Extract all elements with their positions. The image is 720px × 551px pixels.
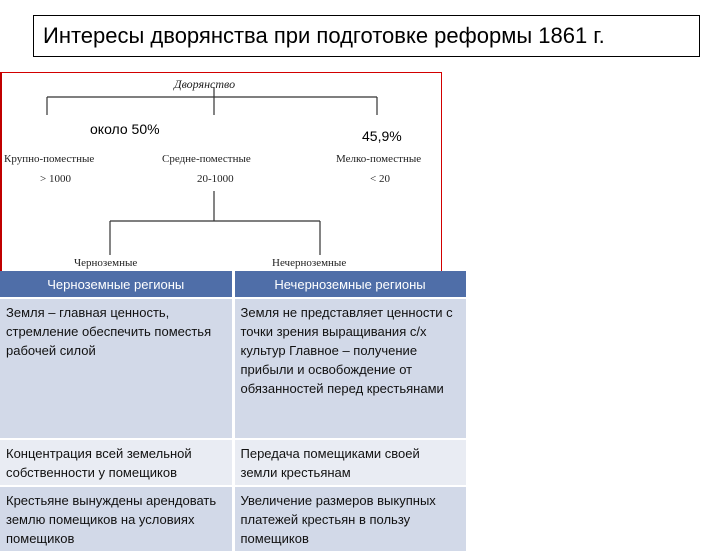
table-row	[0, 486, 467, 551]
table-row	[0, 439, 467, 486]
table-cell: Передача помещиками своей земли крестьянам	[233, 439, 467, 486]
regions-table	[0, 271, 469, 551]
percent-right: 45,9%	[362, 128, 402, 144]
table-cell: Крестьяне вынуждены арендовать землю помещиков на условиях помещиков	[0, 486, 233, 551]
column-header: Черноземные регионы	[0, 271, 233, 298]
table-header-row	[0, 271, 467, 298]
table-cell: Концентрация всей земельной собственности у помещиков	[0, 439, 233, 486]
nobility-diagram	[0, 72, 442, 272]
branch-large-label: Крупно-поместные	[4, 153, 95, 165]
diagram-root-label: Дворянство	[174, 77, 236, 91]
region-non-black-earth-label: Нечерноземные	[272, 257, 347, 269]
table-cell: Земля не представляет ценности с точки зрения выращивания с/х культур Главное – получение прибыли и освобождение от обязанностей перед крестьянами	[233, 298, 467, 439]
branch-large-value: > 1000	[40, 173, 71, 185]
branch-small-value: < 20	[370, 173, 390, 185]
slide-title: Интересы дворянства при подготовке реформы 1861 г.	[33, 15, 700, 57]
table-cell: Земля – главная ценность, стремление обеспечить поместья рабочей силой	[0, 298, 233, 439]
percent-left: около 50%	[90, 121, 160, 137]
branch-medium-value: 20-1000	[197, 173, 234, 185]
table-row	[0, 298, 467, 439]
region-black-earth-label: Черноземные	[74, 257, 138, 269]
column-header: Нечерноземные регионы	[233, 271, 467, 298]
branch-small-label: Мелко-поместные	[336, 153, 422, 165]
branch-medium-label: Средне-поместные	[162, 153, 251, 165]
table-cell: Увеличение размеров выкупных платежей крестьян в пользу помещиков	[233, 486, 467, 551]
